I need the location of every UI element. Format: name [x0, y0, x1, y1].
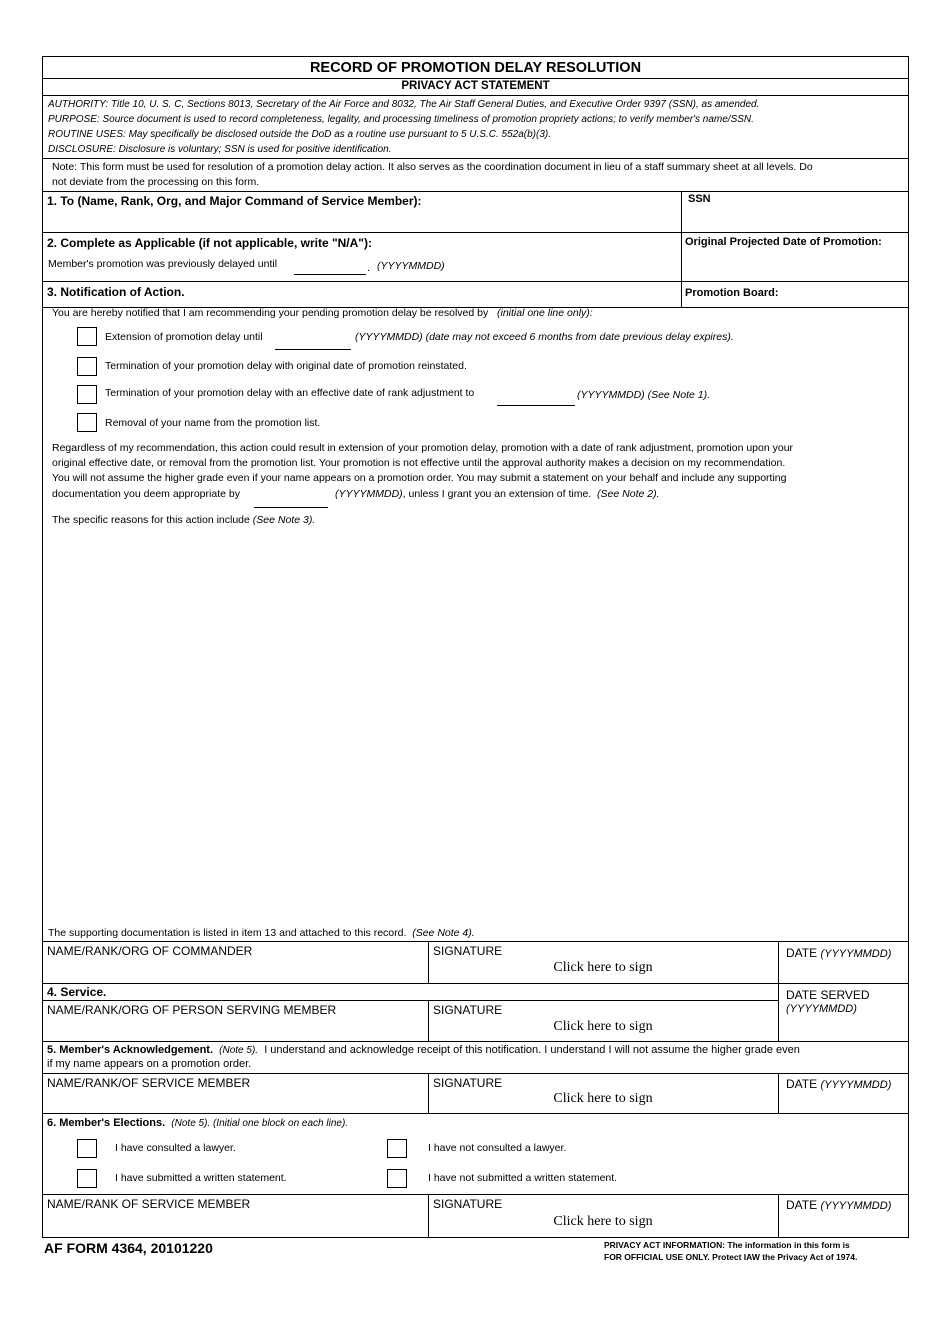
specific-reasons-label: The specific reasons for this action include (See Note 3).	[52, 514, 316, 526]
option-termination-adjustment-text: Termination of your promotion delay with an effective date of rank adjustment to	[105, 387, 475, 399]
item5-text: if my name appears on a promotion order.	[47, 1058, 252, 1070]
option-checkbox-termination-original[interactable]	[77, 357, 97, 376]
divider	[42, 78, 909, 79]
divider	[428, 941, 429, 983]
divider	[681, 191, 682, 307]
item4-label: 4. Service.	[47, 985, 107, 999]
member-sign-button[interactable]: Click here to sign	[553, 1091, 653, 1106]
divider	[428, 1000, 429, 1041]
date-format-hint: (YYYYMMDD)	[377, 260, 445, 272]
privacy-info-line1: PRIVACY ACT INFORMATION: The information in this form is	[604, 1240, 850, 1250]
member-date-label[interactable]: DATE (YYYYMMDD)	[786, 1077, 892, 1091]
delayed-until-text: Member's promotion was previously delayed until	[48, 258, 278, 270]
period: .	[367, 262, 371, 274]
item5-label: 5. Member's Acknowledgement. (Note 5). I understand and acknowledge receipt of this notification. I understand I will not assume the higher grade even	[47, 1044, 800, 1056]
statement-due-date-field[interactable]	[254, 507, 328, 508]
option-checkbox-extension[interactable]	[77, 327, 97, 346]
final-member-name-label[interactable]: NAME/RANK OF SERVICE MEMBER	[47, 1197, 251, 1211]
disclosure-text: DISCLOSURE: Disclosure is voluntary; SSN is used for positive identification.	[48, 144, 392, 155]
item2-label: 2. Complete as Applicable (if not applicable, write "N/A"):	[47, 236, 372, 250]
item1-label: 1. To (Name, Rank, Org, and Major Command of Service Member):	[47, 194, 422, 208]
divider	[42, 1113, 909, 1114]
date-served-format: (YYYYMMDD)	[786, 1003, 857, 1015]
final-member-signature-label: SIGNATURE	[433, 1197, 503, 1211]
form-number: AF FORM 4364, 20101220	[44, 1240, 213, 1256]
rank-adjustment-date-field[interactable]	[497, 405, 575, 406]
divider	[428, 1073, 429, 1113]
form-title: RECORD OF PROMOTION DELAY RESOLUTION	[309, 60, 642, 76]
divider	[778, 941, 779, 1041]
final-member-date-label[interactable]: DATE (YYYYMMDD)	[786, 1198, 892, 1212]
reasons-text-area[interactable]	[48, 532, 903, 922]
divider	[778, 1194, 779, 1238]
original-projected-date-label[interactable]: Original Projected Date of Promotion:	[685, 236, 882, 248]
consulted-lawyer-checkbox[interactable]	[77, 1139, 97, 1158]
regardless-text: Regardless of my recommendation, this action could result in extension of your promotion delay, promotion with a date of rank adjustment, promotion upon your	[52, 442, 794, 454]
option-checkbox-termination-adjustment[interactable]	[77, 385, 97, 404]
divider	[778, 1073, 779, 1113]
extension-date-field[interactable]	[275, 349, 351, 350]
note-text: not deviate from the processing on this form.	[52, 176, 260, 188]
serving-signature-label: SIGNATURE	[433, 1003, 503, 1017]
commander-date-label[interactable]: DATE (YYYYMMDD)	[786, 946, 892, 960]
supporting-documentation-text: The supporting documentation is listed in item 13 and attached to this record. (See Note 4).	[48, 927, 475, 939]
option-termination-original-text: Termination of your promotion delay with original date of promotion reinstated.	[105, 360, 467, 372]
divider	[42, 95, 909, 96]
privacy-act-heading: PRIVACY ACT STATEMENT	[401, 80, 550, 92]
purpose-text: PURPOSE: Source document is used to record completeness, legality, and processing timeliness of promotion propriety actions; to verify member's name/SSN.	[48, 114, 754, 125]
routine-uses-text: ROUTINE USES: May specifically be disclosed outside the DoD as a routine use pursuant to 5 U.S.C. 552a(b)(3).	[48, 129, 552, 140]
regardless-text: original effective date, or removal from the promotion list. Your promotion is not effective until the approval authority makes a decision on my recommendation.	[52, 457, 786, 469]
divider	[42, 281, 909, 282]
delayed-until-date-field[interactable]	[294, 274, 366, 275]
note-text: Note: This form must be used for resolution of a promotion delay action. It also serves as the coordination document in lieu of a staff summary sheet at all levels. Do	[52, 161, 813, 173]
consulted-lawyer-text: I have consulted a lawyer.	[115, 1142, 236, 1154]
promotion-board-label[interactable]: Promotion Board:	[685, 287, 779, 299]
notification-intro: You are hereby notified that I am recommending your pending promotion delay be resolved by (initial one line only):	[52, 307, 593, 319]
divider	[42, 983, 909, 984]
item3-label: 3. Notification of Action.	[47, 285, 185, 299]
item6-label: 6. Member's Elections. (Note 5). (Initial one block on each line).	[47, 1117, 349, 1129]
divider	[42, 158, 909, 159]
privacy-info-line2: FOR OFFICIAL USE ONLY. Protect IAW the Privacy Act of 1974.	[604, 1252, 858, 1262]
divider	[428, 1194, 429, 1238]
serving-sign-button[interactable]: Click here to sign	[553, 1019, 653, 1034]
divider	[42, 1041, 909, 1042]
ssn-label[interactable]: SSN	[688, 193, 711, 205]
option-checkbox-removal[interactable]	[77, 413, 97, 432]
commander-sign-button[interactable]: Click here to sign	[553, 960, 653, 975]
final-member-sign-button[interactable]: Click here to sign	[553, 1214, 653, 1229]
member-signature-label: SIGNATURE	[433, 1076, 503, 1090]
regardless-text: documentation you deem appropriate by	[52, 488, 240, 500]
not-consulted-lawyer-checkbox[interactable]	[387, 1139, 407, 1158]
authority-text: AUTHORITY: Title 10, U. S. C, Sections 8013, Secretary of the Air Force and 8032, The Air Staff General Duties, and Executive Order 9397 (SSN), as amended.	[48, 99, 760, 110]
commander-name-label[interactable]: NAME/RANK/ORG OF COMMANDER	[47, 944, 253, 958]
option-termination-adjustment-hint: (YYYYMMDD) (See Note 1).	[577, 389, 711, 401]
commander-signature-label: SIGNATURE	[433, 944, 503, 958]
divider	[42, 1000, 778, 1001]
option-removal-text: Removal of your name from the promotion list.	[105, 417, 321, 429]
serving-person-label[interactable]: NAME/RANK/ORG OF PERSON SERVING MEMBER	[47, 1003, 337, 1017]
not-submitted-statement-checkbox[interactable]	[387, 1169, 407, 1188]
regardless-text: (YYYYMMDD), unless I grant you an extension of time. (See Note 2).	[335, 488, 660, 500]
divider	[42, 232, 909, 233]
not-consulted-lawyer-text: I have not consulted a lawyer.	[428, 1142, 567, 1154]
regardless-text: You will not assume the higher grade even if your name appears on a promotion order. You may submit a statement on your behalf and include any supporting	[52, 472, 787, 484]
divider	[42, 191, 909, 192]
option-extension-hint: (YYYYMMDD) (date may not exceed 6 months from date previous delay expires).	[355, 331, 734, 343]
submitted-statement-text: I have submitted a written statement.	[115, 1172, 287, 1184]
option-extension-text: Extension of promotion delay until	[105, 331, 263, 343]
not-submitted-statement-text: I have not submitted a written statement.	[428, 1172, 618, 1184]
date-served-label[interactable]: DATE SERVED	[786, 988, 870, 1002]
member-name-label[interactable]: NAME/RANK/OF SERVICE MEMBER	[47, 1076, 251, 1090]
submitted-statement-checkbox[interactable]	[77, 1169, 97, 1188]
